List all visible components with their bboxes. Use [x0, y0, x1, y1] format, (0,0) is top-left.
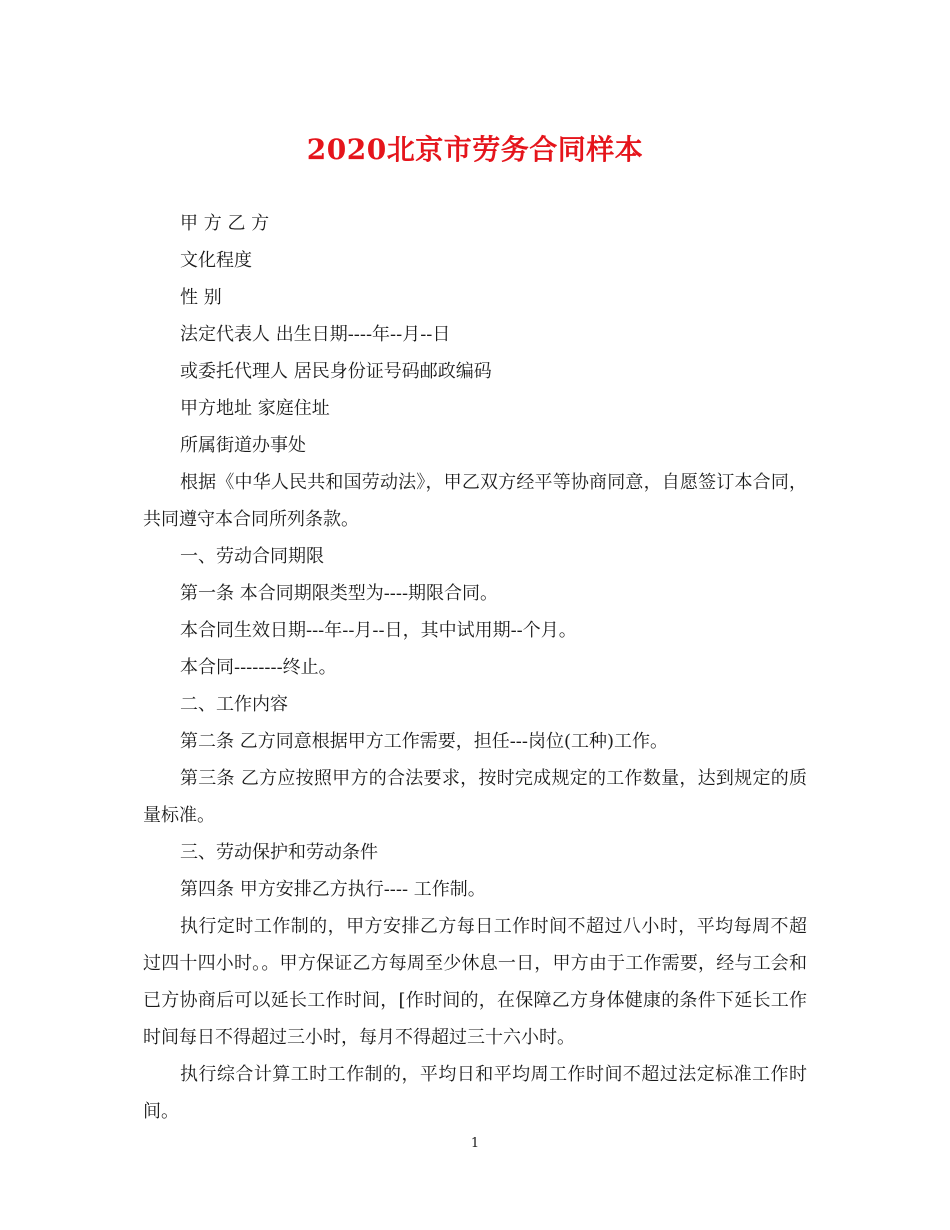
paragraph-effective-date: 本合同生效日期---年--月--日，其中试用期--个月。 [180, 620, 577, 641]
paragraph-fixed-hours: 执行定时工作制的，甲方安排乙方每日工作时间不超过八小时，平均每周不超过四十四小时。。甲方保证乙方每周至少休息一日，甲方由于工作需要，经与工会和已方协商后可以延长工作时间，[作时间的，在保障乙方身体健康的条件下延长工作时间每日不得超过三小时，每月不得超过三十六小时。 [143, 916, 807, 1048]
document-title: 2020北京市劳务合同样本 [306, 133, 644, 166]
paragraph-legal-representative: 法定代表人 出生日期----年--月--日 [180, 324, 451, 345]
paragraph-education: 文化程度 [180, 250, 252, 271]
section-heading-contract-term: 一、劳动合同期限 [180, 546, 324, 567]
paragraph-article-1: 第一条 本合同期限类型为----期限合同。 [180, 583, 499, 604]
paragraph-address: 甲方地址 家庭住址 [180, 398, 330, 419]
section-heading-labor-protection: 三、劳动保护和劳动条件 [180, 842, 378, 863]
paragraph-street-office: 所属街道办事处 [180, 435, 306, 456]
paragraph-gender: 性 别 [180, 287, 222, 308]
paragraph-article-4: 第四条 甲方安排乙方执行---- 工作制。 [180, 879, 486, 900]
paragraph-article-3: 第三条 乙方应按照甲方的合法要求，按时完成规定的工作数量，达到规定的质量标准。 [143, 768, 807, 826]
section-heading-work-content: 二、工作内容 [180, 694, 288, 715]
paragraph-preamble: 根据《中华人民共和国劳动法》，甲乙双方经平等协商同意，自愿签订本合同，共同遵守本合同所列条款。 [143, 472, 807, 530]
page-number: 1 [470, 1136, 480, 1151]
paragraph-party-header: 甲 方 乙 方 [180, 213, 270, 234]
paragraph-comprehensive-hours: 执行综合计算工时工作制的，平均日和平均周工作时间不超过法定标准工作时间。 [143, 1064, 807, 1122]
paragraph-agent: 或委托代理人 居民身份证号码邮政编码 [180, 361, 492, 382]
paragraph-termination: 本合同--------终止。 [180, 657, 337, 678]
paragraph-article-2: 第二条 乙方同意根据甲方工作需要，担任---岗位(工种)工作。 [180, 731, 669, 752]
document-body [143, 205, 807, 1130]
